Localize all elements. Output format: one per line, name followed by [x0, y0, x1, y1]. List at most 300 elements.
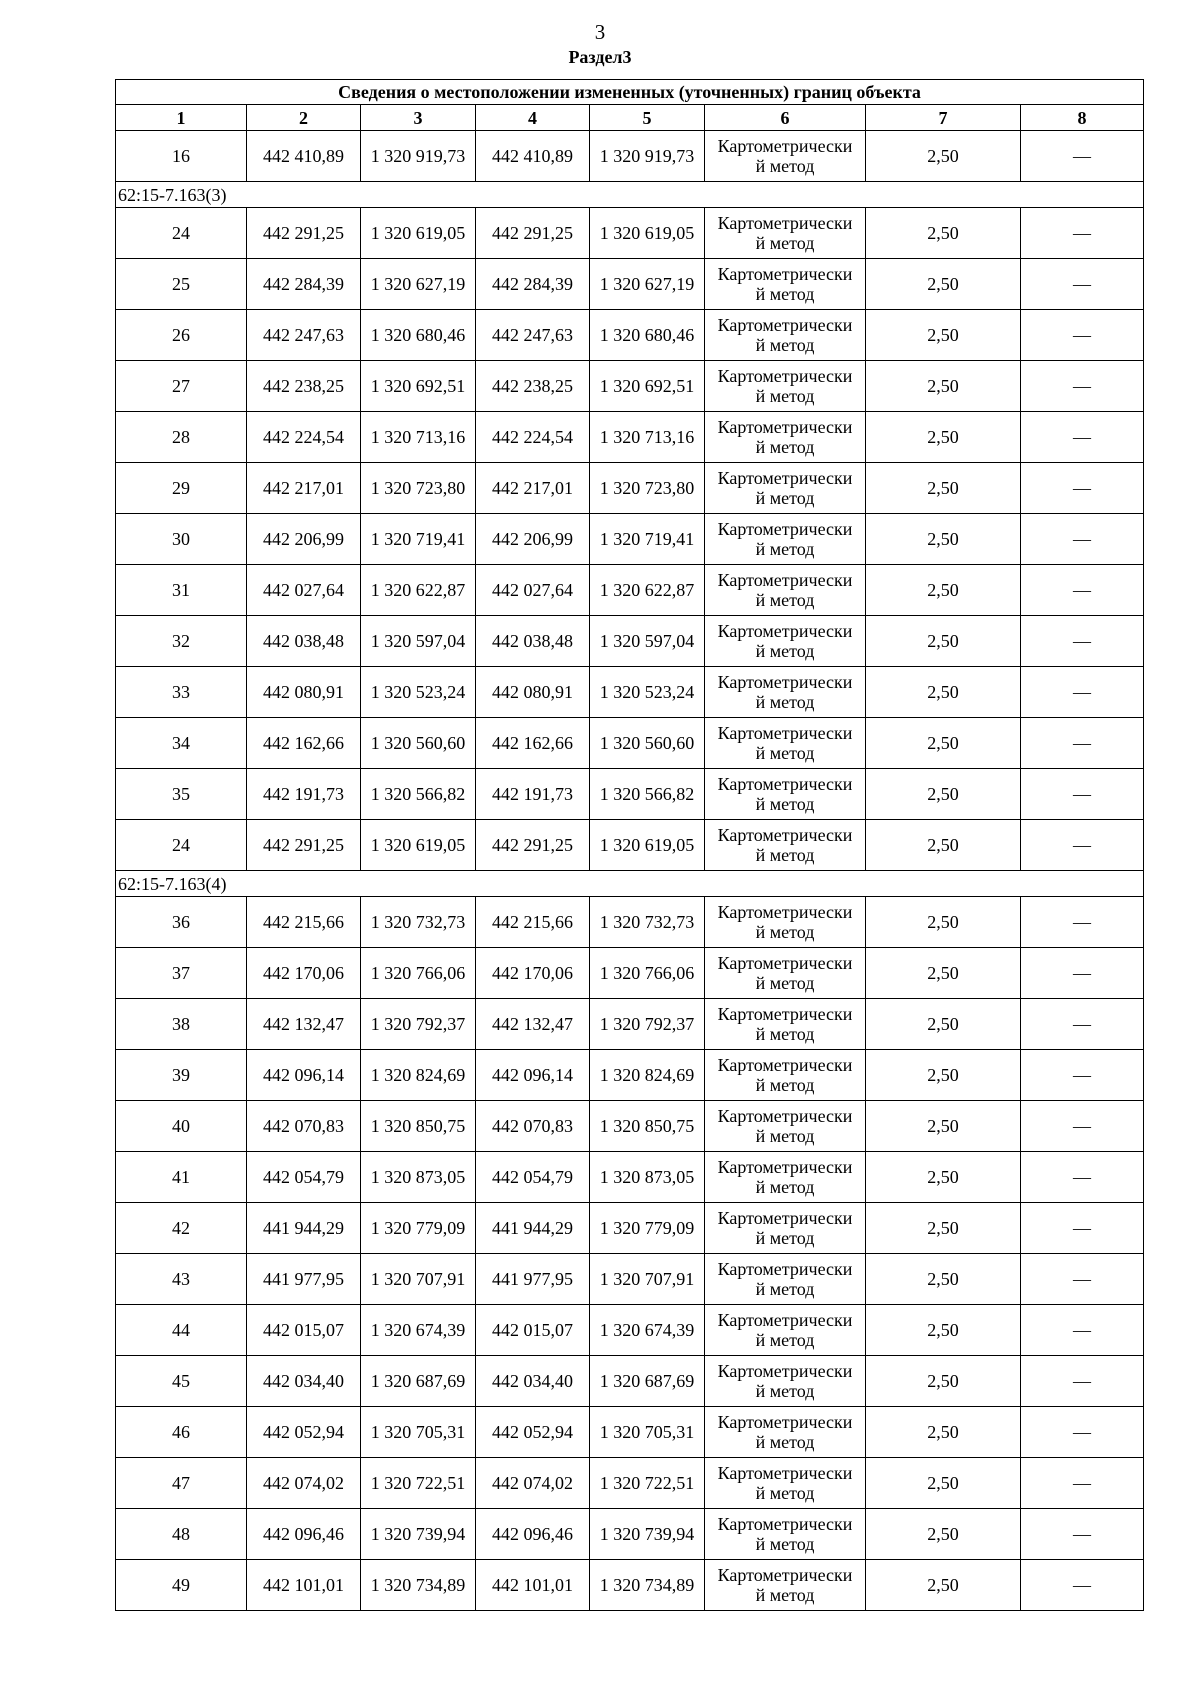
method-cell: [705, 948, 866, 999]
method-line: й метод: [755, 488, 815, 508]
x-new: 442 224,54: [476, 412, 590, 463]
x-old: 442 038,48: [247, 616, 361, 667]
group-label: 62:15-7.163(3): [116, 182, 1144, 208]
method-line: Картометрически: [717, 1412, 853, 1432]
y-new: 1 320 713,16: [590, 412, 705, 463]
y-old: 1 320 566,82: [361, 769, 476, 820]
y-old: 1 320 692,51: [361, 361, 476, 412]
x-new: 442 162,66: [476, 718, 590, 769]
description-cell: —: [1021, 1560, 1144, 1611]
x-old: 441 977,95: [247, 1254, 361, 1305]
method-line: й метод: [755, 1585, 815, 1605]
method-line: Картометрически: [717, 1055, 853, 1075]
y-old: 1 320 739,94: [361, 1509, 476, 1560]
x-new: 442 034,40: [476, 1356, 590, 1407]
accuracy-cell: 2,50: [866, 616, 1021, 667]
x-new: 442 074,02: [476, 1458, 590, 1509]
x-old: 442 191,73: [247, 769, 361, 820]
y-old: 1 320 622,87: [361, 565, 476, 616]
point-number: 28: [116, 412, 247, 463]
method-line: Картометрически: [717, 1106, 853, 1126]
point-number: 47: [116, 1458, 247, 1509]
method-line: й метод: [755, 973, 815, 993]
table-row: [116, 1509, 1144, 1560]
x-old: 442 291,25: [247, 208, 361, 259]
y-old: 1 320 707,91: [361, 1254, 476, 1305]
page-number: 3: [594, 20, 606, 44]
point-number: 24: [116, 208, 247, 259]
y-new: 1 320 560,60: [590, 718, 705, 769]
method-line: й метод: [755, 1483, 815, 1503]
y-old: 1 320 850,75: [361, 1101, 476, 1152]
accuracy-cell: 2,50: [866, 897, 1021, 948]
method-line: Картометрически: [717, 519, 853, 539]
point-number: 48: [116, 1509, 247, 1560]
table-row: [116, 1101, 1144, 1152]
table-row: [116, 131, 1144, 182]
table-row: [116, 999, 1144, 1050]
point-number: 38: [116, 999, 247, 1050]
x-new: 442 054,79: [476, 1152, 590, 1203]
accuracy-cell: 2,50: [866, 131, 1021, 182]
method-line: й метод: [755, 1330, 815, 1350]
x-new: 442 027,64: [476, 565, 590, 616]
x-new: 442 291,25: [476, 208, 590, 259]
accuracy-cell: 2,50: [866, 948, 1021, 999]
method-line: Картометрически: [717, 825, 853, 845]
y-new: 1 320 622,87: [590, 565, 705, 616]
point-number: 33: [116, 667, 247, 718]
x-old: 442 096,14: [247, 1050, 361, 1101]
point-number: 49: [116, 1560, 247, 1611]
method-line: Картометрически: [717, 1463, 853, 1483]
table-row: [116, 820, 1144, 871]
point-number: 44: [116, 1305, 247, 1356]
method-line: Картометрически: [717, 1310, 853, 1330]
x-new: 442 132,47: [476, 999, 590, 1050]
method-cell: [705, 897, 866, 948]
description-cell: —: [1021, 1254, 1144, 1305]
y-new: 1 320 723,80: [590, 463, 705, 514]
description-cell: —: [1021, 259, 1144, 310]
method-cell: [705, 361, 866, 412]
accuracy-cell: 2,50: [866, 463, 1021, 514]
method-line: й метод: [755, 845, 815, 865]
method-line: й метод: [755, 335, 815, 355]
method-cell: [705, 310, 866, 361]
x-old: 442 080,91: [247, 667, 361, 718]
table-row: [116, 1305, 1144, 1356]
accuracy-cell: 2,50: [866, 1458, 1021, 1509]
method-cell: [705, 1152, 866, 1203]
method-line: Картометрически: [717, 264, 853, 284]
method-line: й метод: [755, 386, 815, 406]
accuracy-cell: 2,50: [866, 565, 1021, 616]
point-number: 16: [116, 131, 247, 182]
x-new: 442 206,99: [476, 514, 590, 565]
point-number: 31: [116, 565, 247, 616]
x-old: 442 284,39: [247, 259, 361, 310]
method-cell: [705, 1560, 866, 1611]
table-row: [116, 718, 1144, 769]
method-cell: [705, 412, 866, 463]
column-number-row: [116, 105, 1144, 131]
column-number: 3: [361, 105, 476, 131]
x-new: 442 247,63: [476, 310, 590, 361]
table-row: [116, 208, 1144, 259]
x-old: 441 944,29: [247, 1203, 361, 1254]
y-old: 1 320 792,37: [361, 999, 476, 1050]
x-old: 442 162,66: [247, 718, 361, 769]
method-line: й метод: [755, 922, 815, 942]
method-line: Картометрически: [717, 723, 853, 743]
y-old: 1 320 687,69: [361, 1356, 476, 1407]
accuracy-cell: 2,50: [866, 361, 1021, 412]
method-cell: [705, 616, 866, 667]
x-old: 442 034,40: [247, 1356, 361, 1407]
y-old: 1 320 779,09: [361, 1203, 476, 1254]
method-line: й метод: [755, 1024, 815, 1044]
description-cell: —: [1021, 463, 1144, 514]
method-cell: [705, 565, 866, 616]
x-new: 442 238,25: [476, 361, 590, 412]
y-old: 1 320 713,16: [361, 412, 476, 463]
description-cell: —: [1021, 820, 1144, 871]
y-new: 1 320 566,82: [590, 769, 705, 820]
point-number: 26: [116, 310, 247, 361]
description-cell: —: [1021, 616, 1144, 667]
description-cell: —: [1021, 361, 1144, 412]
x-old: 442 224,54: [247, 412, 361, 463]
x-new: 442 217,01: [476, 463, 590, 514]
y-new: 1 320 707,91: [590, 1254, 705, 1305]
x-old: 442 101,01: [247, 1560, 361, 1611]
column-number: 8: [1021, 105, 1144, 131]
column-number: 7: [866, 105, 1021, 131]
method-cell: [705, 1254, 866, 1305]
method-line: Картометрически: [717, 621, 853, 641]
point-number: 39: [116, 1050, 247, 1101]
y-new: 1 320 674,39: [590, 1305, 705, 1356]
y-old: 1 320 824,69: [361, 1050, 476, 1101]
method-cell: [705, 208, 866, 259]
method-line: Картометрически: [717, 672, 853, 692]
point-number: 45: [116, 1356, 247, 1407]
method-cell: [705, 1305, 866, 1356]
description-cell: —: [1021, 131, 1144, 182]
method-cell: [705, 999, 866, 1050]
table-row: [116, 769, 1144, 820]
x-new: 442 284,39: [476, 259, 590, 310]
point-number: 36: [116, 897, 247, 948]
point-number: 41: [116, 1152, 247, 1203]
method-line: й метод: [755, 1432, 815, 1452]
method-line: й метод: [755, 743, 815, 763]
y-new: 1 320 619,05: [590, 820, 705, 871]
group-header-row: [116, 871, 1144, 897]
accuracy-cell: 2,50: [866, 1305, 1021, 1356]
x-old: 442 410,89: [247, 131, 361, 182]
accuracy-cell: 2,50: [866, 999, 1021, 1050]
description-cell: —: [1021, 769, 1144, 820]
x-new: 442 101,01: [476, 1560, 590, 1611]
description-cell: —: [1021, 1356, 1144, 1407]
method-cell: [705, 1050, 866, 1101]
point-number: 29: [116, 463, 247, 514]
table-row: [116, 1458, 1144, 1509]
accuracy-cell: 2,50: [866, 820, 1021, 871]
x-new: 442 191,73: [476, 769, 590, 820]
accuracy-cell: 2,50: [866, 208, 1021, 259]
table-row: [116, 1560, 1144, 1611]
group-label: 62:15-7.163(4): [116, 871, 1144, 897]
method-line: Картометрически: [717, 902, 853, 922]
x-old: 442 206,99: [247, 514, 361, 565]
table-row: [116, 310, 1144, 361]
description-cell: —: [1021, 208, 1144, 259]
x-old: 442 054,79: [247, 1152, 361, 1203]
x-old: 442 132,47: [247, 999, 361, 1050]
accuracy-cell: 2,50: [866, 1203, 1021, 1254]
method-cell: [705, 718, 866, 769]
point-number: 32: [116, 616, 247, 667]
method-line: й метод: [755, 284, 815, 304]
accuracy-cell: 2,50: [866, 514, 1021, 565]
column-number: 4: [476, 105, 590, 131]
method-cell: [705, 769, 866, 820]
method-line: Картометрически: [717, 1208, 853, 1228]
table-row: [116, 897, 1144, 948]
description-cell: —: [1021, 514, 1144, 565]
method-line: Картометрически: [717, 366, 853, 386]
y-old: 1 320 674,39: [361, 1305, 476, 1356]
boundary-table: [115, 79, 1144, 1611]
method-line: Картометрически: [717, 1514, 853, 1534]
x-new: 442 015,07: [476, 1305, 590, 1356]
column-number: 5: [590, 105, 705, 131]
method-line: й метод: [755, 1534, 815, 1554]
y-new: 1 320 850,75: [590, 1101, 705, 1152]
x-old: 442 074,02: [247, 1458, 361, 1509]
description-cell: —: [1021, 897, 1144, 948]
method-cell: [705, 463, 866, 514]
y-old: 1 320 766,06: [361, 948, 476, 999]
accuracy-cell: 2,50: [866, 1254, 1021, 1305]
y-new: 1 320 734,89: [590, 1560, 705, 1611]
accuracy-cell: 2,50: [866, 667, 1021, 718]
x-new: 442 080,91: [476, 667, 590, 718]
y-new: 1 320 792,37: [590, 999, 705, 1050]
method-line: Картометрически: [717, 1004, 853, 1024]
point-number: 40: [116, 1101, 247, 1152]
method-line: Картометрически: [717, 136, 853, 156]
x-new: 442 291,25: [476, 820, 590, 871]
point-number: 27: [116, 361, 247, 412]
method-line: Картометрически: [717, 417, 853, 437]
description-cell: —: [1021, 1101, 1144, 1152]
y-old: 1 320 597,04: [361, 616, 476, 667]
y-new: 1 320 766,06: [590, 948, 705, 999]
y-old: 1 320 680,46: [361, 310, 476, 361]
method-line: Картометрически: [717, 1565, 853, 1585]
y-old: 1 320 619,05: [361, 208, 476, 259]
table-row: [116, 412, 1144, 463]
accuracy-cell: 2,50: [866, 310, 1021, 361]
table-row: [116, 616, 1144, 667]
method-cell: [705, 820, 866, 871]
point-number: 42: [116, 1203, 247, 1254]
table-row: [116, 948, 1144, 999]
y-old: 1 320 732,73: [361, 897, 476, 948]
description-cell: —: [1021, 1203, 1144, 1254]
y-new: 1 320 705,31: [590, 1407, 705, 1458]
y-old: 1 320 705,31: [361, 1407, 476, 1458]
y-new: 1 320 722,51: [590, 1458, 705, 1509]
method-cell: [705, 1356, 866, 1407]
method-line: й метод: [755, 692, 815, 712]
y-new: 1 320 719,41: [590, 514, 705, 565]
y-new: 1 320 739,94: [590, 1509, 705, 1560]
group-header-row: [116, 182, 1144, 208]
y-old: 1 320 734,89: [361, 1560, 476, 1611]
x-old: 442 238,25: [247, 361, 361, 412]
method-line: й метод: [755, 233, 815, 253]
y-new: 1 320 687,69: [590, 1356, 705, 1407]
y-old: 1 320 722,51: [361, 1458, 476, 1509]
table-row: [116, 361, 1144, 412]
method-line: й метод: [755, 794, 815, 814]
x-old: 442 215,66: [247, 897, 361, 948]
x-new: 442 096,46: [476, 1509, 590, 1560]
table-row: [116, 1356, 1144, 1407]
table-caption-row: [116, 80, 1144, 105]
x-old: 442 052,94: [247, 1407, 361, 1458]
description-cell: —: [1021, 667, 1144, 718]
y-new: 1 320 523,24: [590, 667, 705, 718]
section-title: Раздел3: [568, 47, 632, 67]
method-line: Картометрически: [717, 570, 853, 590]
y-new: 1 320 680,46: [590, 310, 705, 361]
point-number: 43: [116, 1254, 247, 1305]
x-new: 441 944,29: [476, 1203, 590, 1254]
description-cell: —: [1021, 1050, 1144, 1101]
method-line: й метод: [755, 1228, 815, 1248]
column-number: 2: [247, 105, 361, 131]
x-old: 442 217,01: [247, 463, 361, 514]
x-old: 442 027,64: [247, 565, 361, 616]
method-line: Картометрически: [717, 315, 853, 335]
accuracy-cell: 2,50: [866, 1101, 1021, 1152]
method-cell: [705, 1458, 866, 1509]
y-new: 1 320 692,51: [590, 361, 705, 412]
y-old: 1 320 560,60: [361, 718, 476, 769]
y-new: 1 320 597,04: [590, 616, 705, 667]
point-number: 35: [116, 769, 247, 820]
accuracy-cell: 2,50: [866, 1560, 1021, 1611]
table-row: [116, 565, 1144, 616]
method-line: й метод: [755, 437, 815, 457]
method-line: й метод: [755, 1279, 815, 1299]
method-cell: [705, 1509, 866, 1560]
x-new: 442 070,83: [476, 1101, 590, 1152]
method-cell: [705, 259, 866, 310]
method-cell: [705, 514, 866, 565]
table-row: [116, 1407, 1144, 1458]
column-number: 1: [116, 105, 247, 131]
x-new: 442 410,89: [476, 131, 590, 182]
accuracy-cell: 2,50: [866, 769, 1021, 820]
point-number: 34: [116, 718, 247, 769]
table-caption: Сведения о местоположении измененных (уточненных) границ объекта: [116, 80, 1144, 105]
method-cell: [705, 131, 866, 182]
description-cell: —: [1021, 1458, 1144, 1509]
table-row: [116, 1050, 1144, 1101]
x-old: 442 070,83: [247, 1101, 361, 1152]
method-line: Картометрически: [717, 468, 853, 488]
description-cell: —: [1021, 1407, 1144, 1458]
y-new: 1 320 732,73: [590, 897, 705, 948]
x-new: 442 038,48: [476, 616, 590, 667]
table-row: [116, 1203, 1144, 1254]
method-line: Картометрически: [717, 1361, 853, 1381]
y-old: 1 320 523,24: [361, 667, 476, 718]
x-new: 442 096,14: [476, 1050, 590, 1101]
column-number: 6: [705, 105, 866, 131]
table-row: [116, 514, 1144, 565]
y-new: 1 320 873,05: [590, 1152, 705, 1203]
description-cell: —: [1021, 1305, 1144, 1356]
method-line: Картометрически: [717, 953, 853, 973]
x-old: 442 096,46: [247, 1509, 361, 1560]
method-line: й метод: [755, 1381, 815, 1401]
method-line: й метод: [755, 1177, 815, 1197]
x-old: 442 291,25: [247, 820, 361, 871]
y-new: 1 320 919,73: [590, 131, 705, 182]
x-old: 442 015,07: [247, 1305, 361, 1356]
y-old: 1 320 723,80: [361, 463, 476, 514]
table-row: [116, 259, 1144, 310]
y-old: 1 320 627,19: [361, 259, 476, 310]
x-old: 442 170,06: [247, 948, 361, 999]
x-new: 442 052,94: [476, 1407, 590, 1458]
accuracy-cell: 2,50: [866, 259, 1021, 310]
description-cell: —: [1021, 412, 1144, 463]
accuracy-cell: 2,50: [866, 412, 1021, 463]
point-number: 30: [116, 514, 247, 565]
description-cell: —: [1021, 565, 1144, 616]
y-old: 1 320 873,05: [361, 1152, 476, 1203]
y-old: 1 320 919,73: [361, 131, 476, 182]
method-line: Картометрически: [717, 774, 853, 794]
accuracy-cell: 2,50: [866, 718, 1021, 769]
method-line: й метод: [755, 641, 815, 661]
table-row: [116, 463, 1144, 514]
method-cell: [705, 1203, 866, 1254]
accuracy-cell: 2,50: [866, 1407, 1021, 1458]
description-cell: —: [1021, 1509, 1144, 1560]
method-cell: [705, 1101, 866, 1152]
y-new: 1 320 824,69: [590, 1050, 705, 1101]
y-new: 1 320 627,19: [590, 259, 705, 310]
method-line: й метод: [755, 1126, 815, 1146]
x-old: 442 247,63: [247, 310, 361, 361]
method-line: Картометрически: [717, 1259, 853, 1279]
y-new: 1 320 619,05: [590, 208, 705, 259]
point-number: 24: [116, 820, 247, 871]
x-new: 442 215,66: [476, 897, 590, 948]
method-cell: [705, 667, 866, 718]
y-old: 1 320 619,05: [361, 820, 476, 871]
